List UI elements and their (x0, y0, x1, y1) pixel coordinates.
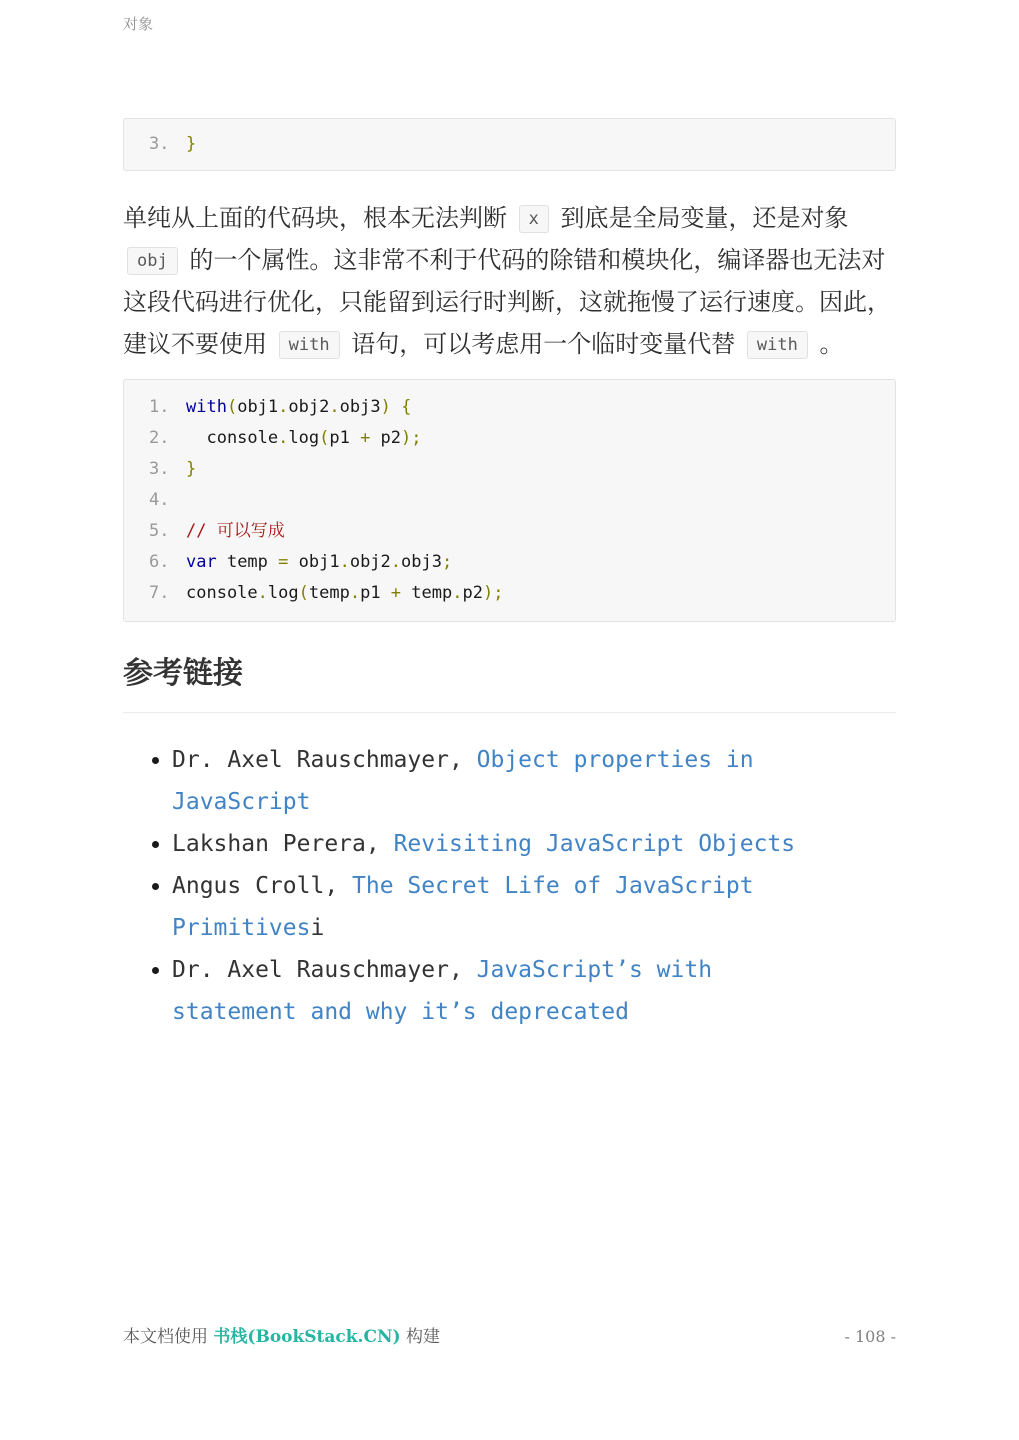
line-number: 6. (149, 552, 170, 572)
code-block-with-example (123, 379, 896, 622)
code-text: console.log(p1 + p2); (186, 428, 422, 448)
code-line (149, 423, 885, 454)
code-line (149, 454, 885, 485)
reference-author: Dr. Axel Rauschmayer, (172, 957, 477, 983)
code-line (149, 392, 885, 423)
line-number: 5. (149, 521, 170, 541)
code-block-top (123, 118, 896, 171)
doc-title: 对象 (123, 15, 154, 33)
page-content (123, 0, 896, 1033)
inline-code-badge: x (519, 205, 549, 233)
inline-code-badge: with (747, 331, 808, 359)
page-number: - 108 - (844, 1327, 896, 1346)
reference-link[interactable]: The Secret Life of JavaScript Primitives (172, 873, 754, 941)
code-line (149, 547, 885, 578)
line-number: 7. (149, 583, 170, 603)
footer-prefix: 本文档使用 (123, 1327, 214, 1347)
page-footer (123, 1322, 896, 1347)
line-number: 4. (149, 490, 170, 510)
reference-author: Angus Croll, (172, 873, 353, 899)
inline-code-badge: obj (127, 247, 178, 275)
footer-suffix: 构建 (400, 1327, 440, 1347)
footer-build-note (123, 1322, 440, 1347)
code-text: with(obj1.obj2.obj3) { (186, 397, 412, 417)
code-text: } (186, 459, 197, 479)
reference-list (123, 739, 838, 1033)
reference-suffix: i (310, 915, 325, 941)
reference-link[interactable]: JavaScript’s with statement and why it’s deprecated (172, 957, 713, 1025)
reference-link[interactable]: Revisiting JavaScript Objects (393, 831, 796, 857)
code-line (149, 485, 885, 516)
line-number: 3. (149, 459, 170, 479)
footer-brand-link[interactable]: 书栈(BookStack.CN) (213, 1327, 401, 1347)
reference-item (172, 823, 838, 865)
reference-item (172, 739, 838, 823)
reference-link[interactable]: Object properties in JavaScript (172, 747, 754, 815)
inline-code-badge: with (279, 331, 340, 359)
line-number: 1. (149, 397, 170, 417)
code-text: } (186, 134, 197, 154)
code-text: // 可以写成 (186, 521, 285, 541)
reference-item (172, 865, 838, 949)
paragraph: 单纯从上面的代码块，根本无法判断 x 到底是全局变量，还是对象 obj 的一个属性。这非常不利于代码的除错和模块化，编译器也无法对这段代码进行优化，只能留到运行时判断，这就拖慢了运行速度。因此，建议不要使用 with 语句，可以考虑用一个临时变量代替 with 。 (123, 204, 891, 358)
line-number: 2. (149, 428, 170, 448)
code-text: var temp = obj1.obj2.obj3; (186, 552, 453, 572)
code-text: console.log(temp.p1 + temp.p2); (186, 583, 504, 603)
code-line (149, 129, 885, 160)
line-number: 3. (149, 134, 170, 154)
code-line (149, 516, 885, 547)
reference-item (172, 949, 838, 1033)
reference-author: Dr. Axel Rauschmayer, (172, 747, 477, 773)
reference-author: Lakshan Perera, (172, 831, 394, 857)
references-heading: 参考链接 (123, 648, 896, 713)
code-line (149, 578, 885, 609)
